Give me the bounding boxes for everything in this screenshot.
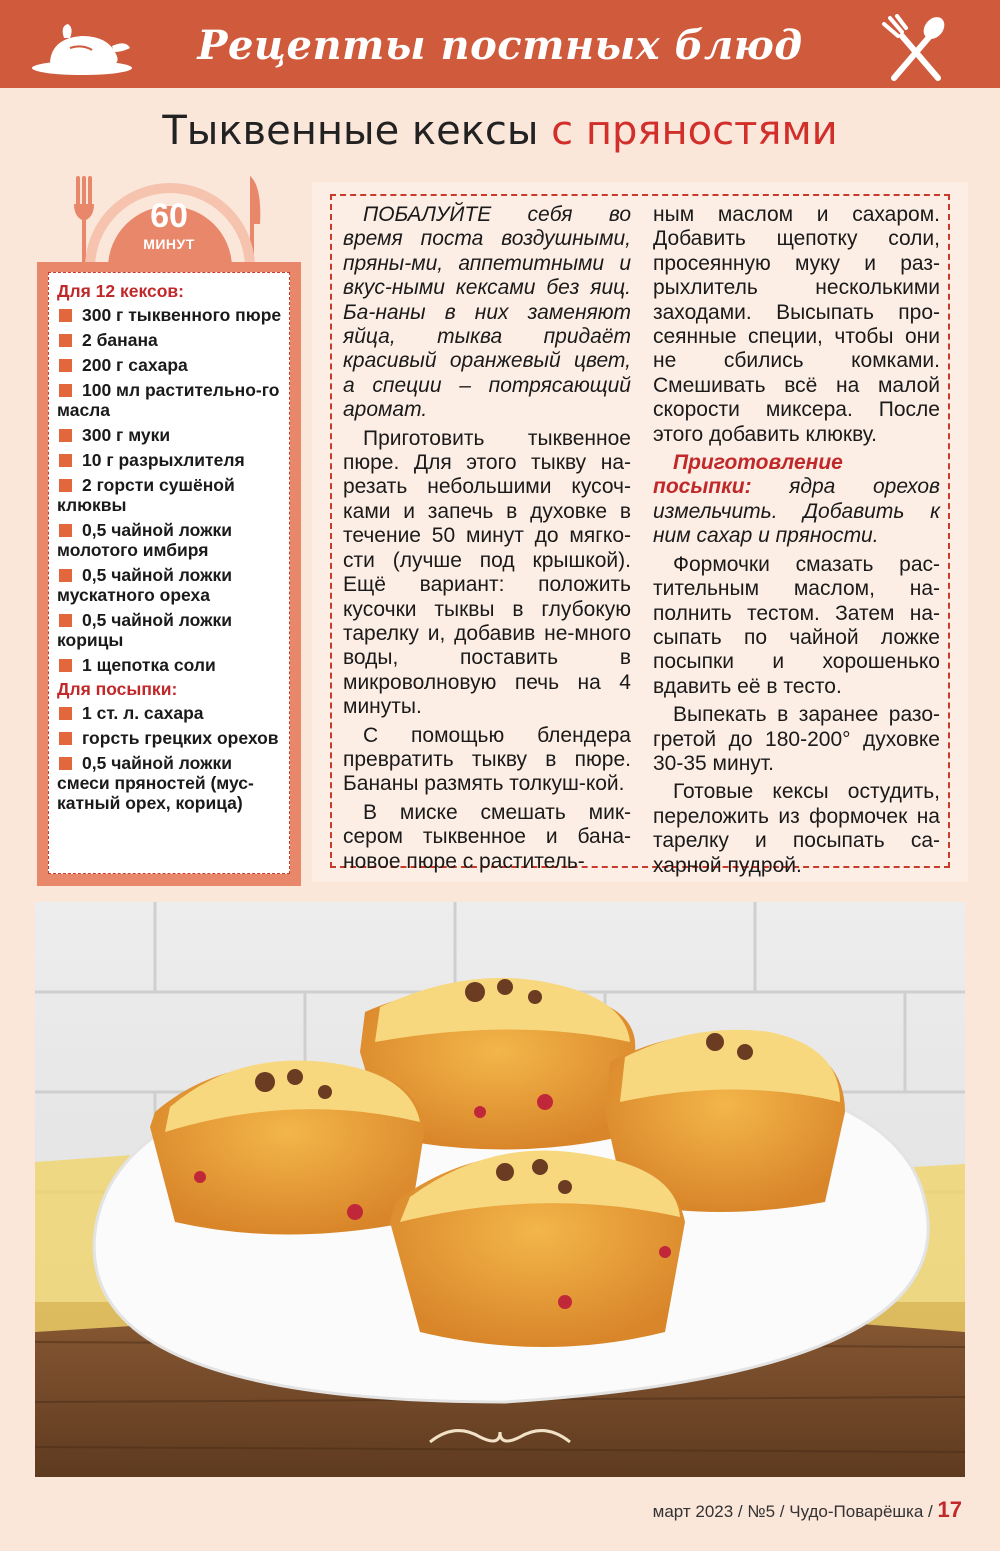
- timer-unit: МИНУТ: [143, 236, 195, 252]
- ingredients-box: [48, 272, 290, 874]
- ingredient-item: [57, 355, 283, 375]
- text-column-2: [653, 203, 940, 882]
- ingredient-item: [57, 475, 283, 515]
- step-paragraph-1: Приготовить тыквенное пюре. Для этого тыкву на-резать небольшими кусоч-ками и запечь в духовке в течение 50 минут до мягко-сти (лучше под крышкой). Ещё вариант: положить кусочки тыквы в глубокую тарелку и, добавив не-много воды, поставить в микроволновую печь на 4 минуты.: [343, 426, 631, 719]
- ingredient-item-text: 100 мл растительно-го масла: [57, 380, 280, 420]
- bullet-square-icon: [59, 384, 72, 397]
- bullet-square-icon: [59, 309, 72, 322]
- ingredient-item-text: 300 г муки: [82, 425, 171, 445]
- timer-badge: [124, 196, 214, 264]
- ingredient-item: [57, 330, 283, 350]
- step-paragraph-5: Выпекать в заранее разо-гретой до 180-200° духовке 30-35 минут.: [653, 703, 940, 775]
- bullet-square-icon: [59, 732, 72, 745]
- step-paragraph-2: С помощью блендера превратить тыкву в пюре. Бананы размять толкуш-кой.: [343, 723, 631, 796]
- ingredient-item-text: 0,5 чайной ложки мускатного ореха: [57, 565, 232, 605]
- topping-item: [57, 703, 283, 723]
- pumpkin-muffins-photo: [35, 902, 965, 1477]
- topping-heading: Для посыпки:: [57, 679, 178, 699]
- ingredient-item-text: 300 г тыквенного пюре: [82, 305, 282, 325]
- topping-item: [57, 753, 283, 813]
- ingredient-item-text: 2 горсти сушёной клюквы: [57, 475, 235, 515]
- ingredient-item: [57, 565, 283, 605]
- ingredient-item-text: 200 г сахара: [82, 355, 188, 375]
- bullet-square-icon: [59, 524, 72, 537]
- ingredient-item: [57, 450, 283, 470]
- ingredient-item: [57, 610, 283, 650]
- ingredient-item-text: 2 банана: [82, 330, 158, 350]
- bullet-square-icon: [59, 659, 72, 672]
- ingredient-item-text: 0,5 чайной ложки корицы: [57, 610, 232, 650]
- intro-paragraph: ПОБАЛУЙТЕ себя во время поста воздушными, пряны-ми, аппетитными и вкус-ными кексами без яиц. Ба-наны в них заменяют яйца, тыква придаёт красивый оранжевый цвет, а специи – потрясающий аромат.: [343, 203, 631, 422]
- topping-item: [57, 728, 283, 748]
- issue-info: март 2023 / №5 / Чудо-Поварёшка /: [652, 1502, 933, 1521]
- page-number: 17: [937, 1497, 962, 1522]
- timer-value: 60: [150, 197, 188, 235]
- bullet-square-icon: [59, 479, 72, 492]
- page-footer: [653, 1497, 962, 1523]
- section-header: [0, 0, 1000, 88]
- section-title: Рецепты постных блюд: [197, 22, 803, 69]
- topping-list: [57, 703, 283, 813]
- fork-spoon-icon: [880, 14, 952, 84]
- recipe-title-accent: с пряностями: [551, 108, 838, 154]
- recipe-title: [0, 108, 1000, 154]
- text-column-1: [343, 203, 631, 878]
- topping-paragraph: [653, 451, 940, 549]
- bullet-square-icon: [59, 334, 72, 347]
- topping-label: Приготовление посыпки:: [653, 451, 843, 499]
- topping-item-text: 1 ст. л. сахара: [82, 703, 204, 723]
- topping-text: ядра орехов измельчить. Добавить к ним сахар и пряности.: [653, 475, 940, 548]
- topping-item-text: 0,5 чайной ложки смеси пряностей (мус-катный орех, корица): [57, 753, 254, 813]
- ingredient-item-text: 0,5 чайной ложки молотого имбиря: [57, 520, 232, 560]
- bullet-square-icon: [59, 429, 72, 442]
- topping-item-text: горсть грецких орехов: [82, 728, 279, 748]
- ingredients-heading: Для 12 кексов:: [57, 281, 185, 301]
- ingredients-list: [57, 305, 283, 675]
- ingredient-item: [57, 305, 283, 325]
- step-paragraph-3-cont: ным маслом и сахаром. Добавить щепотку соли, просеянную муку и раз-рыхлитель несколькими заходами. Высыпать про-сеянные специи, чтобы они не сбились комками. Смешивать всё на малой скорости миксера. После этого добавить клюкву.: [653, 203, 940, 446]
- ingredient-item: [57, 655, 283, 675]
- bullet-square-icon: [59, 569, 72, 582]
- step-paragraph-3: В миске смешать мик-сером тыквенное и бана-новое пюре с раститель-: [343, 800, 631, 873]
- recipe-title-main: Тыквенные кексы: [162, 108, 539, 154]
- bullet-square-icon: [59, 359, 72, 372]
- bullet-square-icon: [59, 614, 72, 627]
- bullet-square-icon: [59, 454, 72, 467]
- bullet-square-icon: [59, 707, 72, 720]
- ingredient-item: [57, 425, 283, 445]
- step-paragraph-4: Формочки смазать рас-тительным маслом, на-полнить тестом. Затем на-сыпать по чайной ложке посыпки и хорошенько вдавить её в тесто.: [653, 552, 940, 698]
- ingredient-item: [57, 380, 283, 420]
- ingredient-item: [57, 520, 283, 560]
- ingredient-item-text: 1 щепотка соли: [82, 655, 216, 675]
- step-paragraph-6: Готовые кексы остудить, переложить из формочек на тарелку и посыпать са-харной пудрой.: [653, 780, 940, 877]
- ingredient-item-text: 10 г разрыхлителя: [82, 450, 245, 470]
- bullet-square-icon: [59, 757, 72, 770]
